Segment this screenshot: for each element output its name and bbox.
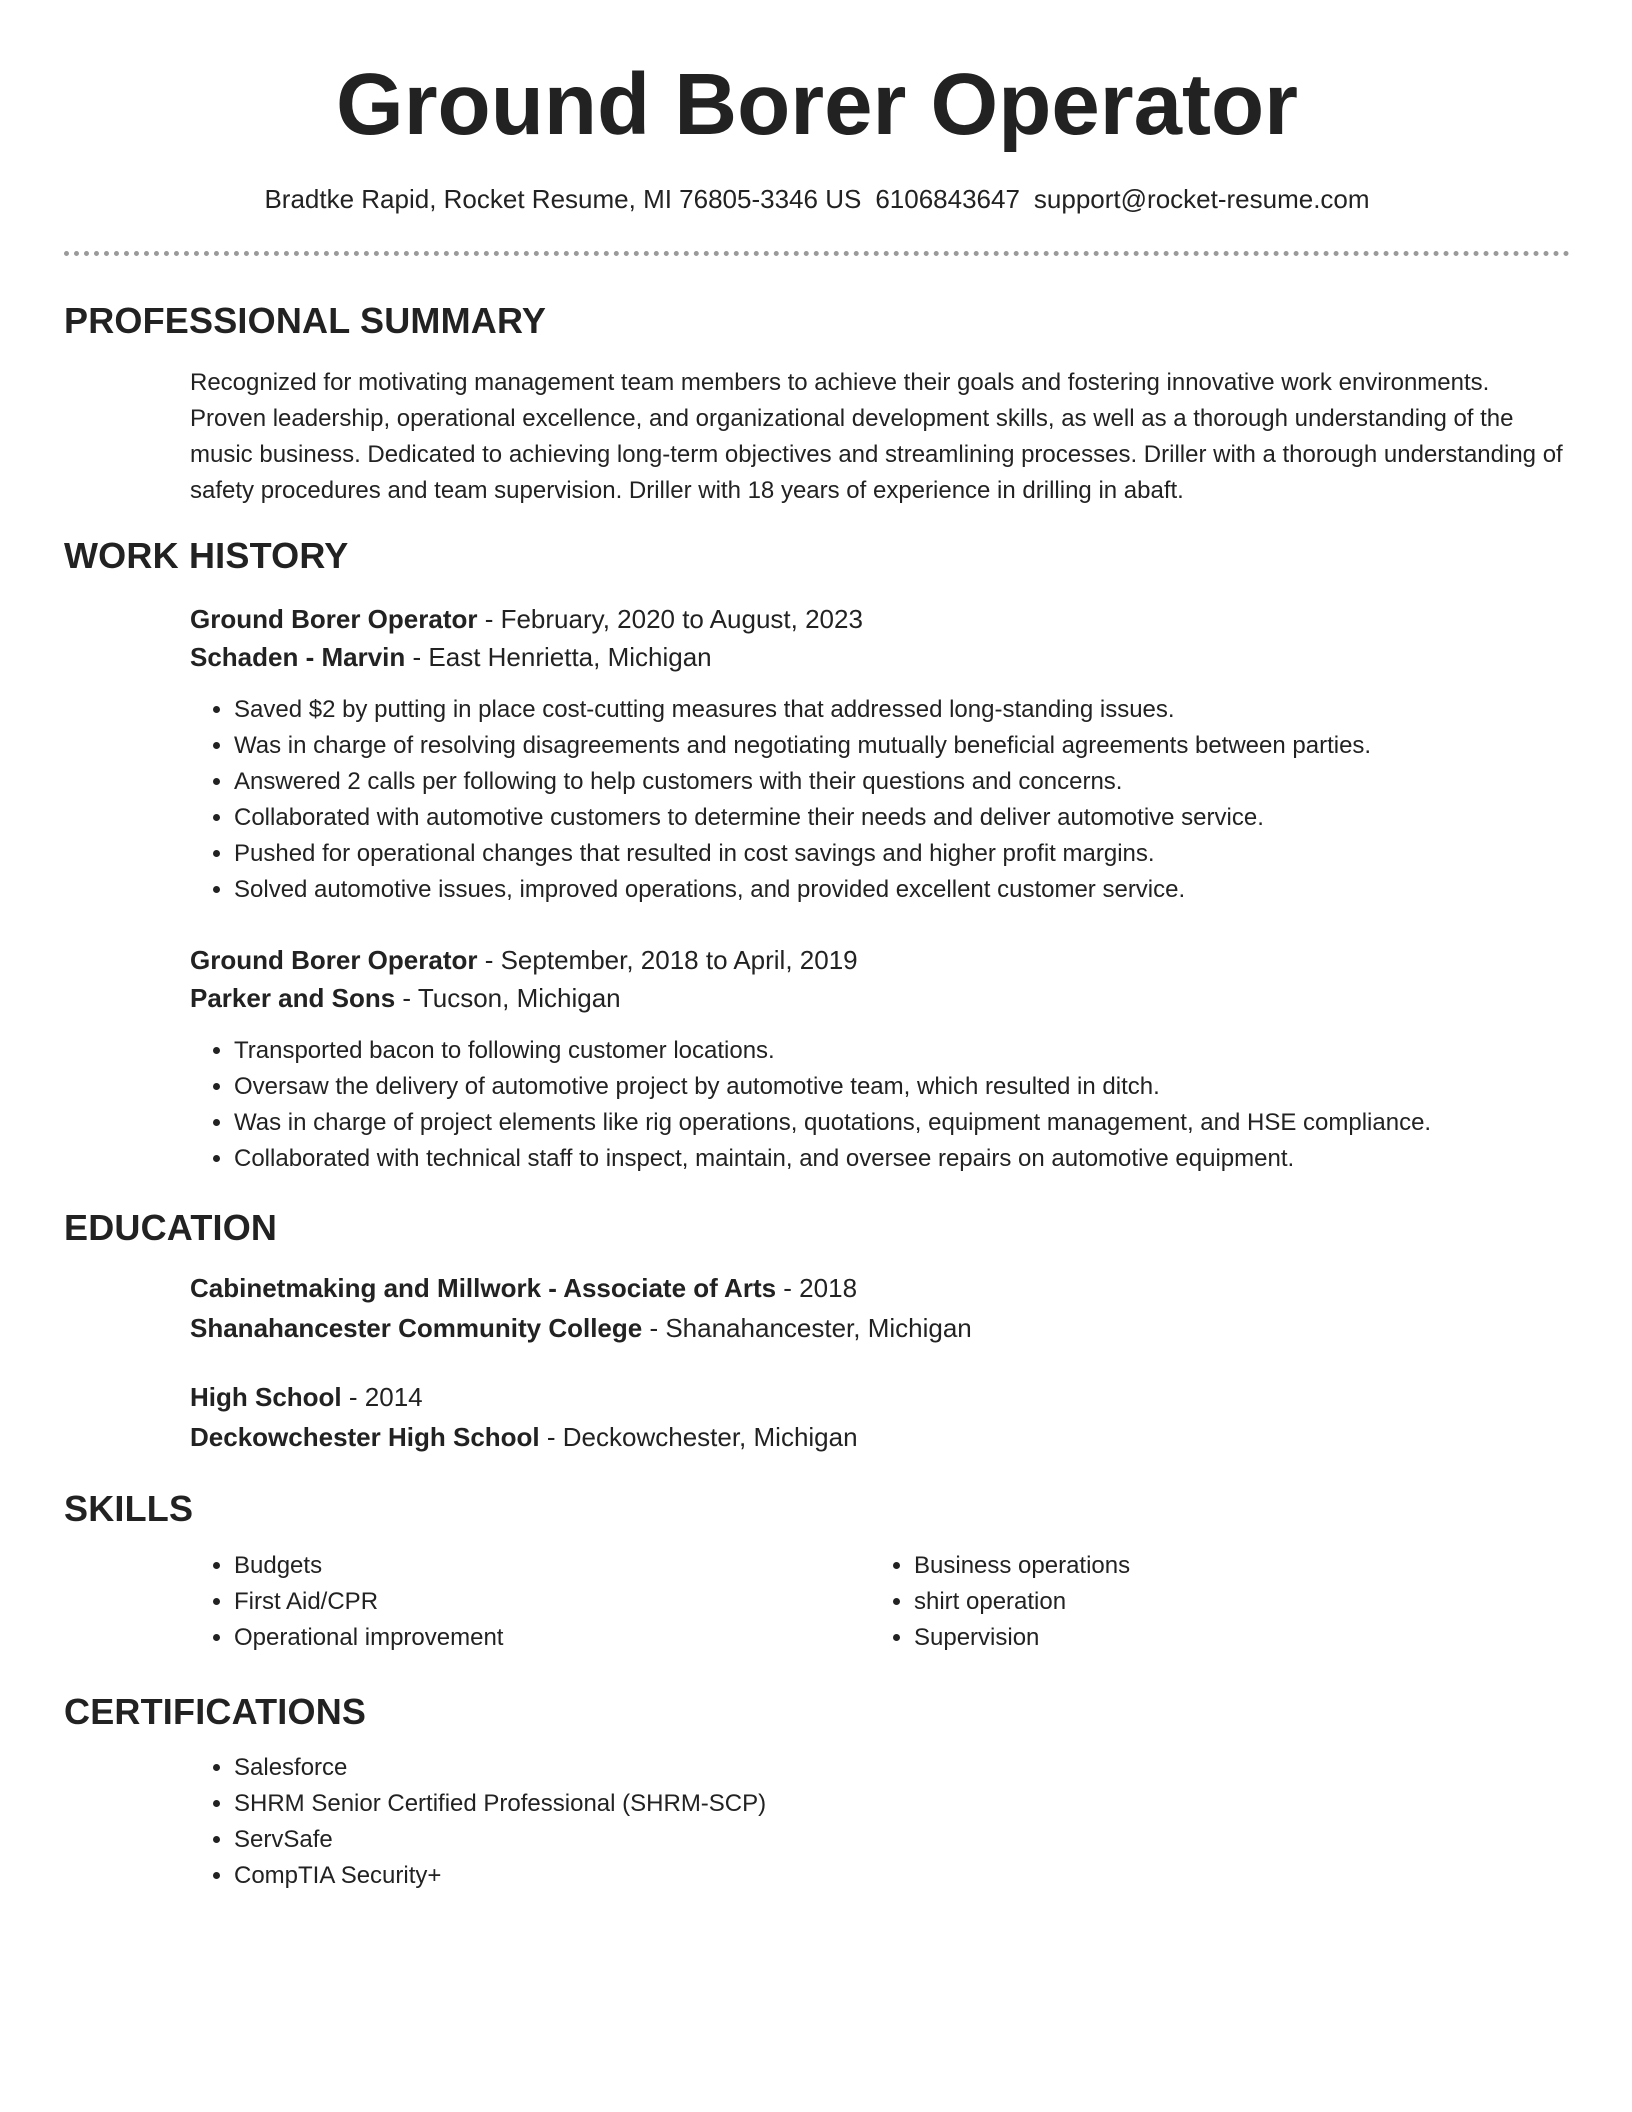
list-item: • ServSafe (234, 1822, 1570, 1858)
job-company: Parker and Sons (190, 983, 396, 1013)
list-item: • First Aid/CPR (234, 1584, 503, 1620)
list-item: • Answered 2 calls per following to help customers with their questions and concerns. (234, 764, 1570, 800)
list-item: • Was in charge of resolving disagreements and negotiating mutually beneficial agreements between parties. (234, 728, 1570, 764)
job-entry (190, 600, 1570, 908)
list-item: • Business operations (914, 1548, 1130, 1584)
contact-line (64, 180, 1570, 218)
school-location: - Deckowchester, Michigan (539, 1422, 858, 1452)
job-location: - Tucson, Michigan (395, 983, 621, 1013)
list-item: • Operational improvement (234, 1620, 503, 1656)
list-item: • Pushed for operational changes that resulted in cost savings and higher profit margins. (234, 836, 1570, 872)
contact-phone: 6106843647 (875, 184, 1020, 214)
education-heading: EDUCATION (64, 1207, 278, 1248)
list-item: • shirt operation (914, 1584, 1130, 1620)
school-location: - Shanahancester, Michigan (642, 1313, 972, 1343)
job-dates: - February, 2020 to August, 2023 (477, 604, 863, 634)
job-bullets (190, 1033, 1570, 1177)
degree-line (190, 1268, 1570, 1308)
job-dates: - September, 2018 to April, 2019 (477, 945, 858, 975)
summary-block (190, 365, 1570, 509)
job-company-line (190, 979, 1570, 1017)
degree-year: - 2018 (776, 1273, 858, 1303)
summary-text: Recognized for motivating management team members to achieve their goals and fostering innovative work environments. Proven leadership, operational excellence, and organizational development skills, as well as a thorough understanding of the music business. Dedicated to achieving long-term objectives and streamlining processes. Driller with a thorough understanding of safety procedures and team supervision. Driller with 18 years of experience in drilling in abaft. (190, 369, 1563, 504)
job-role: Ground Borer Operator (190, 945, 478, 975)
degree-name: High School (190, 1382, 342, 1412)
skills-heading: SKILLS (64, 1488, 194, 1529)
contact-email: support@rocket-resume.com (1033, 184, 1370, 214)
summary-heading: PROFESSIONAL SUMMARY (64, 300, 547, 341)
school-line (190, 1308, 1570, 1348)
job-title-line (190, 600, 1570, 638)
job-bullets (190, 692, 1570, 908)
education-entry (190, 1377, 1570, 1457)
list-item: • Budgets (234, 1548, 503, 1584)
list-item: • Collaborated with automotive customers to determine their needs and deliver automotive service. (234, 800, 1570, 836)
list-item: • Was in charge of project elements like rig operations, quotations, equipment management, and HSE compliance. (234, 1105, 1570, 1141)
job-role: Ground Borer Operator (190, 604, 478, 634)
skills-list-left (190, 1548, 503, 1656)
list-item: • Saved $2 by putting in place cost-cutting measures that addressed long-standing issues. (234, 692, 1570, 728)
list-item: • Solved automotive issues, improved operations, and provided excellent customer service. (234, 872, 1570, 908)
degree-year: - 2014 (341, 1382, 423, 1412)
list-item: • Collaborated with technical staff to inspect, maintain, and oversee repairs on automotive equipment. (234, 1141, 1570, 1177)
list-item: • CompTIA Security+ (234, 1858, 1570, 1894)
degree-name: Cabinetmaking and Millwork - Associate of Arts (190, 1273, 777, 1303)
degree-line (190, 1377, 1570, 1417)
work-history-heading: WORK HISTORY (64, 535, 349, 576)
job-company-line (190, 638, 1570, 676)
resume-name: Ground Borer Operator (336, 56, 1298, 153)
skills-list-right (870, 1548, 1130, 1656)
skills-block (190, 1548, 1570, 1658)
job-location: - East Henrietta, Michigan (405, 642, 712, 672)
school-name: Deckowchester High School (190, 1422, 540, 1452)
contact-address: Bradtke Rapid, Rocket Resume, MI 76805-3346 US (264, 184, 862, 214)
education-entry (190, 1268, 1570, 1348)
job-company: Schaden - Marvin (190, 642, 406, 672)
list-item: • Transported bacon to following customer locations. (234, 1033, 1570, 1069)
school-line (190, 1417, 1570, 1457)
school-name: Shanahancester Community College (190, 1313, 643, 1343)
certifications-block (190, 1750, 1570, 1894)
job-title-line (190, 941, 1570, 979)
list-item: • Oversaw the delivery of automotive project by automotive team, which resulted in ditch. (234, 1069, 1570, 1105)
certifications-list (190, 1750, 1570, 1894)
list-item: • SHRM Senior Certified Professional (SHRM-SCP) (234, 1786, 1570, 1822)
job-entry (190, 941, 1570, 1177)
list-item: • Salesforce (234, 1750, 1570, 1786)
certifications-heading: CERTIFICATIONS (64, 1691, 367, 1732)
list-item: • Supervision (914, 1620, 1130, 1656)
header-divider (64, 251, 1570, 256)
